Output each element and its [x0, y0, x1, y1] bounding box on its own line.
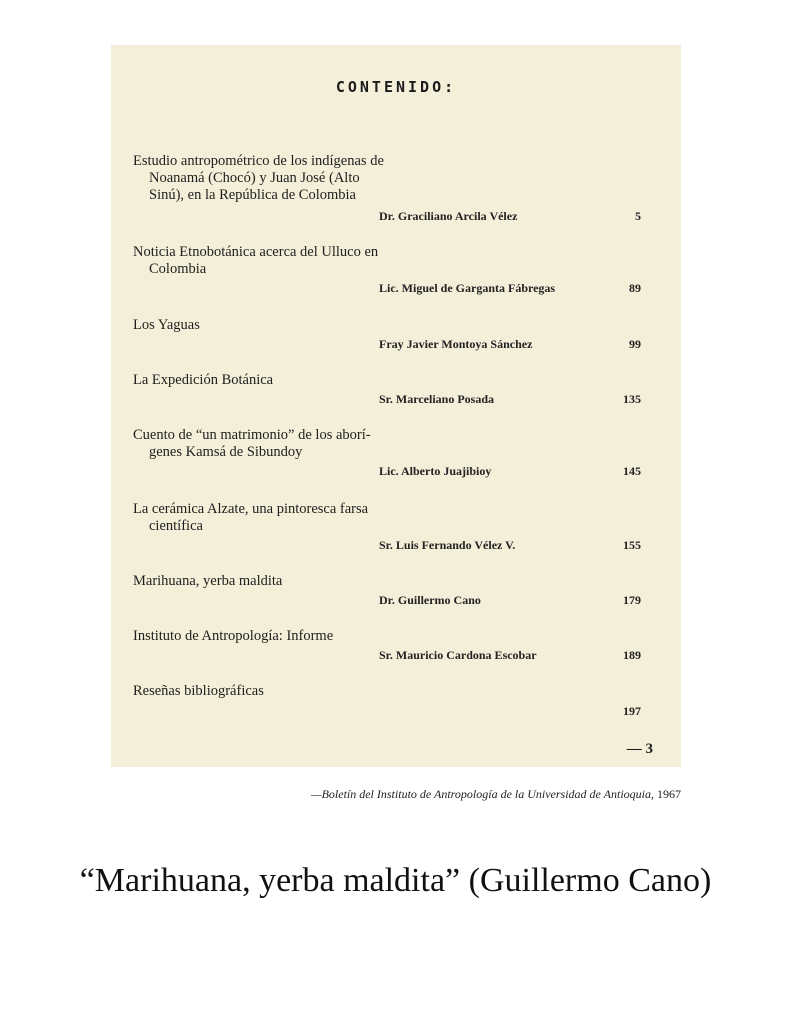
- toc-entry: [133, 153, 641, 223]
- entry-title-line: Marihuana, yerba maldita: [133, 573, 283, 589]
- entry-author: Dr. Graciliano Arcila Vélez: [379, 209, 518, 223]
- toc-entry: [133, 372, 641, 406]
- entry-page-number: 145: [623, 464, 641, 478]
- entry-page-number: 189: [623, 648, 641, 662]
- contents-heading: CONTENIDO:: [335, 78, 457, 96]
- entry-title: [133, 317, 473, 334]
- entry-title-line: La Expedición Botánica: [133, 372, 274, 388]
- entry-title: [133, 244, 473, 278]
- page-title: “Marihuana, yerba maldita” (Guillermo Cano): [79, 862, 712, 899]
- entry-page-number: 89: [629, 281, 641, 295]
- entry-page-number: 179: [623, 593, 641, 607]
- caption-year: , 1967: [651, 787, 681, 801]
- entry-page-number: 5: [635, 209, 641, 223]
- entry-author: Sr. Mauricio Cardona Escobar: [379, 648, 537, 662]
- folio-page-number: — 3: [626, 741, 653, 757]
- caption-source: —Boletín del Instituto de Antropología de la Universidad de Antioquia: [310, 787, 651, 801]
- entry-title-line: Los Yaguas: [133, 317, 200, 333]
- entry-title-line: La cerámica Alzate, una pintoresca farsa: [133, 501, 369, 517]
- entry-title-line: Estudio antropométrico de los indígenas de: [133, 153, 384, 169]
- entry-title-line: Noticia Etnobotánica acerca del Ulluco en: [133, 244, 379, 260]
- entry-title: [133, 683, 473, 700]
- toc-entry: [133, 683, 641, 718]
- entry-title-line: Instituto de Antropología: Informe: [133, 628, 334, 644]
- entry-title-line: científica: [149, 518, 203, 534]
- entry-title: [133, 427, 473, 461]
- toc-entry: [133, 573, 641, 607]
- entry-author: Dr. Guillermo Cano: [379, 593, 481, 607]
- entry-title-line: Reseñas bibliográficas: [133, 683, 264, 699]
- entry-page-number: 155: [623, 538, 641, 552]
- entry-page-number: 99: [629, 337, 641, 351]
- entry-page-number: 197: [623, 704, 641, 718]
- entry-title-line: Cuento de “un matrimonio” de los aborí-: [133, 427, 371, 443]
- entry-title-line: Colombia: [149, 261, 207, 277]
- toc-entry: [133, 628, 641, 662]
- entry-author: Sr. Marceliano Posada: [379, 392, 495, 406]
- toc-entry: [133, 317, 641, 351]
- entry-title-line: genes Kamsá de Sibundoy: [149, 444, 303, 460]
- toc-entry: [133, 501, 641, 552]
- entry-author: Lic. Alberto Juajibioy: [379, 464, 492, 478]
- entry-author: Lic. Miguel de Garganta Fábregas: [379, 281, 556, 295]
- entry-title: [133, 372, 473, 389]
- entry-page-number: 135: [623, 392, 641, 406]
- entry-author: Fray Javier Montoya Sánchez: [379, 337, 533, 351]
- source-caption: [311, 787, 681, 802]
- entry-title-line: Noanamá (Chocó) y Juan José (Alto: [149, 170, 360, 186]
- scanned-contents-page: [111, 45, 681, 767]
- toc-entry: [133, 244, 641, 295]
- entry-title: [133, 628, 473, 645]
- entry-title-line: Sinú), en la República de Colombia: [149, 187, 356, 203]
- entry-title: [133, 501, 473, 535]
- entry-title: [133, 573, 473, 590]
- entry-author: Sr. Luis Fernando Vélez V.: [379, 538, 516, 552]
- entry-title: [133, 153, 473, 204]
- toc-entry: [133, 427, 641, 478]
